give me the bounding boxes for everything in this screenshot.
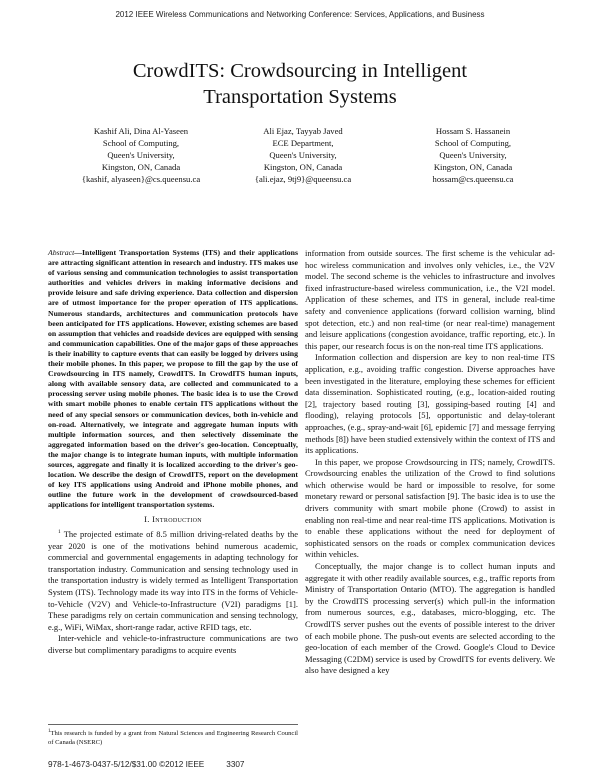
author-affiliation: School of Computing, — [434, 138, 512, 148]
footnote-number: 1 — [48, 729, 51, 734]
title-line-1: CrowdITS: Crowdsourcing in Intelligent — [132, 60, 468, 82]
abstract-dash: — — [74, 248, 83, 257]
author-university: Queen's University, — [439, 150, 507, 160]
author-location: Kingston, ON, Canada — [433, 162, 513, 172]
section-numeral: I. — [144, 514, 150, 525]
footnote — [48, 724, 298, 747]
author-email: {ali.ejaz, 9tj9}@queensu.ca — [254, 174, 352, 184]
intro-paragraph-1 — [48, 529, 298, 633]
running-header: 2012 IEEE Wireless Communications and Networking Conference: Services, Applications, and Business — [115, 10, 485, 19]
paragraph-text: The projected estimate of 8.5 million driving-related deaths by the year 2020 is one of the motivations behind numerous academic, commercial and governmental engagements in adapting technology for transportation industry. Communication and sensing technology used in the transportation industry is widely termed as Intelligent Transportation System (ITS). Technology made its way into ITS in the forms of Vehicle-to-Vehicle (V2V) and Vehicle-to-Infrastructure (V2I) paradigms [1]. These paradigms rely on certain communication and sensing technology, e.g., WiFi, WiMax, short-range radar, active RFID tags, etc. — [48, 529, 298, 632]
author-email: {kashif, alyaseen}@cs.queensu.ca — [81, 174, 201, 184]
author-location: Kingston, ON, Canada — [263, 162, 343, 172]
abstract-text: Intelligent Transportation Systems (ITS) and their applications are attracting significant attention in research and industry. ITS makes use of various sensing and communication technologies to assist transportation authorities and vehicles drivers in making informative decisions and provide leisure and safe driving experience. Data collection and dispersion are of utmost importance for the proper operation of ITS applications. Numerous standards, architectures and communication protocols have been anticipated for ITS applications. However, existing schemes are based on assumption that vehicles and roadside devices are equipped with sensing and communication capabilities. One of the major gaps of these approaches is their inability to capture events that can easily be logged by drivers using their mobile phones. In this paper, we propose to fill the gap by the use of Crowdsourcing in ITS namely, CrowdITS. In CrowdITS human inputs, along with available sensory data, are collected and communicated to a processing server using mobile phones. The basic idea is to use the Crowd with smart mobile phones to enable certain ITS applications without the need of any special sensors or communication devices, both in-vehicle and on-road. Alternatively, we integrate and aggregate human inputs with multiple information sources, and then selectively disseminate the aggregated information based on the driver's geo-location. Conceptually, the major change is to integrate human inputs, with multiple information sources, aggregate and finally it is localized according to the driver's geo-location. We describe the design of CrowdITS, report on the development of key ITS applications using Android and iPhone mobile phones, and outline the future work in the development of crowdsourced-based applications for intelligent transportation systems. — [48, 248, 298, 510]
right-column — [305, 248, 555, 677]
author-location: Kingston, ON, Canada — [101, 162, 181, 172]
author-affiliation: School of Computing, — [102, 138, 180, 148]
isbn-copyright: 978-1-4673-0437-5/12/$31.00 ©2012 IEEE — [48, 760, 205, 769]
author-names: Kashif Ali, Dina Al-Yaseen — [93, 126, 189, 136]
author-block-1 — [56, 125, 226, 185]
section-heading-introduction — [48, 514, 298, 526]
intro-paragraph-6: Conceptually, the major change is to collect human inputs and aggregate it with other readily available sources, e.g., traffic reports from Ministry of Transportation Ontario (MTO). The aggregation is handled by the CrowdITS processing server(s) which pull-in the information from numerous sources, e.g., databases, micro-blogging, etc. The CrowdITS server pushes out the events of possible interest to the driver of each mobile phone. The push-out events are selected according to the geo-location of each member of the Crowd. Google's Cloud to Device Messaging (C2DM) service is used by CrowdITS for events delivery. We also have designed a key — [305, 561, 555, 676]
author-names: Ali Ejaz, Tayyab Javed — [263, 126, 343, 136]
author-university: Queen's University, — [269, 150, 337, 160]
intro-paragraph-3: information from outside sources. The first scheme is the vehicular ad-hoc wireless communication and involves only vehicles, i.e., the V2V model. The second scheme is the vehicles to infrastructure and involves fixed infrastructure-based wireless communication, i.e., the V2I model. Application of these schemes, and ITS in general, include real-time safety and convenience applications (forward collision warning, blind spot detection, etc.) and non real-time (or near real-time) management and leisure applications (congestion avoidance, traffic reporting, etc.). In this paper, our research focus is on the non-real time ITS applications. — [305, 248, 555, 351]
intro-paragraph-4: Information collection and dispersion are key to non real-time ITS application, e.g., avoiding traffic congestion. Diverse approaches have been investigated in the literature, employing these schemes for efficient data dissemination. Sophisticated routing, (e.g., location-aided routing [2], trajectory based routing [3], gossiping-based routing [4] and flooding), relaying protocols [5], opportunistic and delay-tolerant approaches, (e.g., spray-and-wait [6], epidemic [7] and message ferrying methods [8]) have been studied extensively within the context of ITS and its applications. — [305, 352, 555, 456]
author-university: Queen's University, — [107, 150, 175, 160]
abstract — [48, 248, 298, 510]
title-line-2: Transportation Systems — [203, 86, 397, 108]
section-title: Introduction — [152, 514, 202, 525]
author-affiliation: ECE Department, — [272, 138, 334, 148]
page-number: 3307 — [226, 760, 245, 769]
page-footer — [48, 760, 266, 769]
intro-paragraph-5: In this paper, we propose Crowdsourcing in ITS; namely, CrowdITS. Crowdsourcing enables the utilization of the Crowd to find solutions which otherwise would be hard or impossible to resolve, for some monetary reward or personal satisfaction [9]. The basic idea is to use the drivers community with smart mobile phone (Crowd) to assist in enabling non real-time and near real-time ITS applications. Motivation is to enable these applications without the need for deployment of sophisticated sensors on the roads or complex communication devices within vehicles. — [305, 456, 555, 560]
intro-paragraph-2: Inter-vehicle and vehicle-to-infrastructure communications are two diverse but complimentary paradigms to acquire events — [48, 633, 298, 655]
author-block-2 — [228, 125, 378, 185]
footnote-marker: 1 — [58, 529, 61, 536]
paper-title — [40, 58, 560, 110]
author-email: hossam@cs.queensu.ca — [432, 174, 514, 184]
left-column — [48, 248, 298, 657]
author-block-3 — [398, 125, 548, 185]
footnote-text: This research is funded by a grant from Natural Sciences and Engineering Research Council of Canada (NSERC) — [48, 730, 298, 746]
author-names: Hossam S. Hassanein — [435, 126, 511, 136]
abstract-label: Abstract — [48, 248, 75, 257]
